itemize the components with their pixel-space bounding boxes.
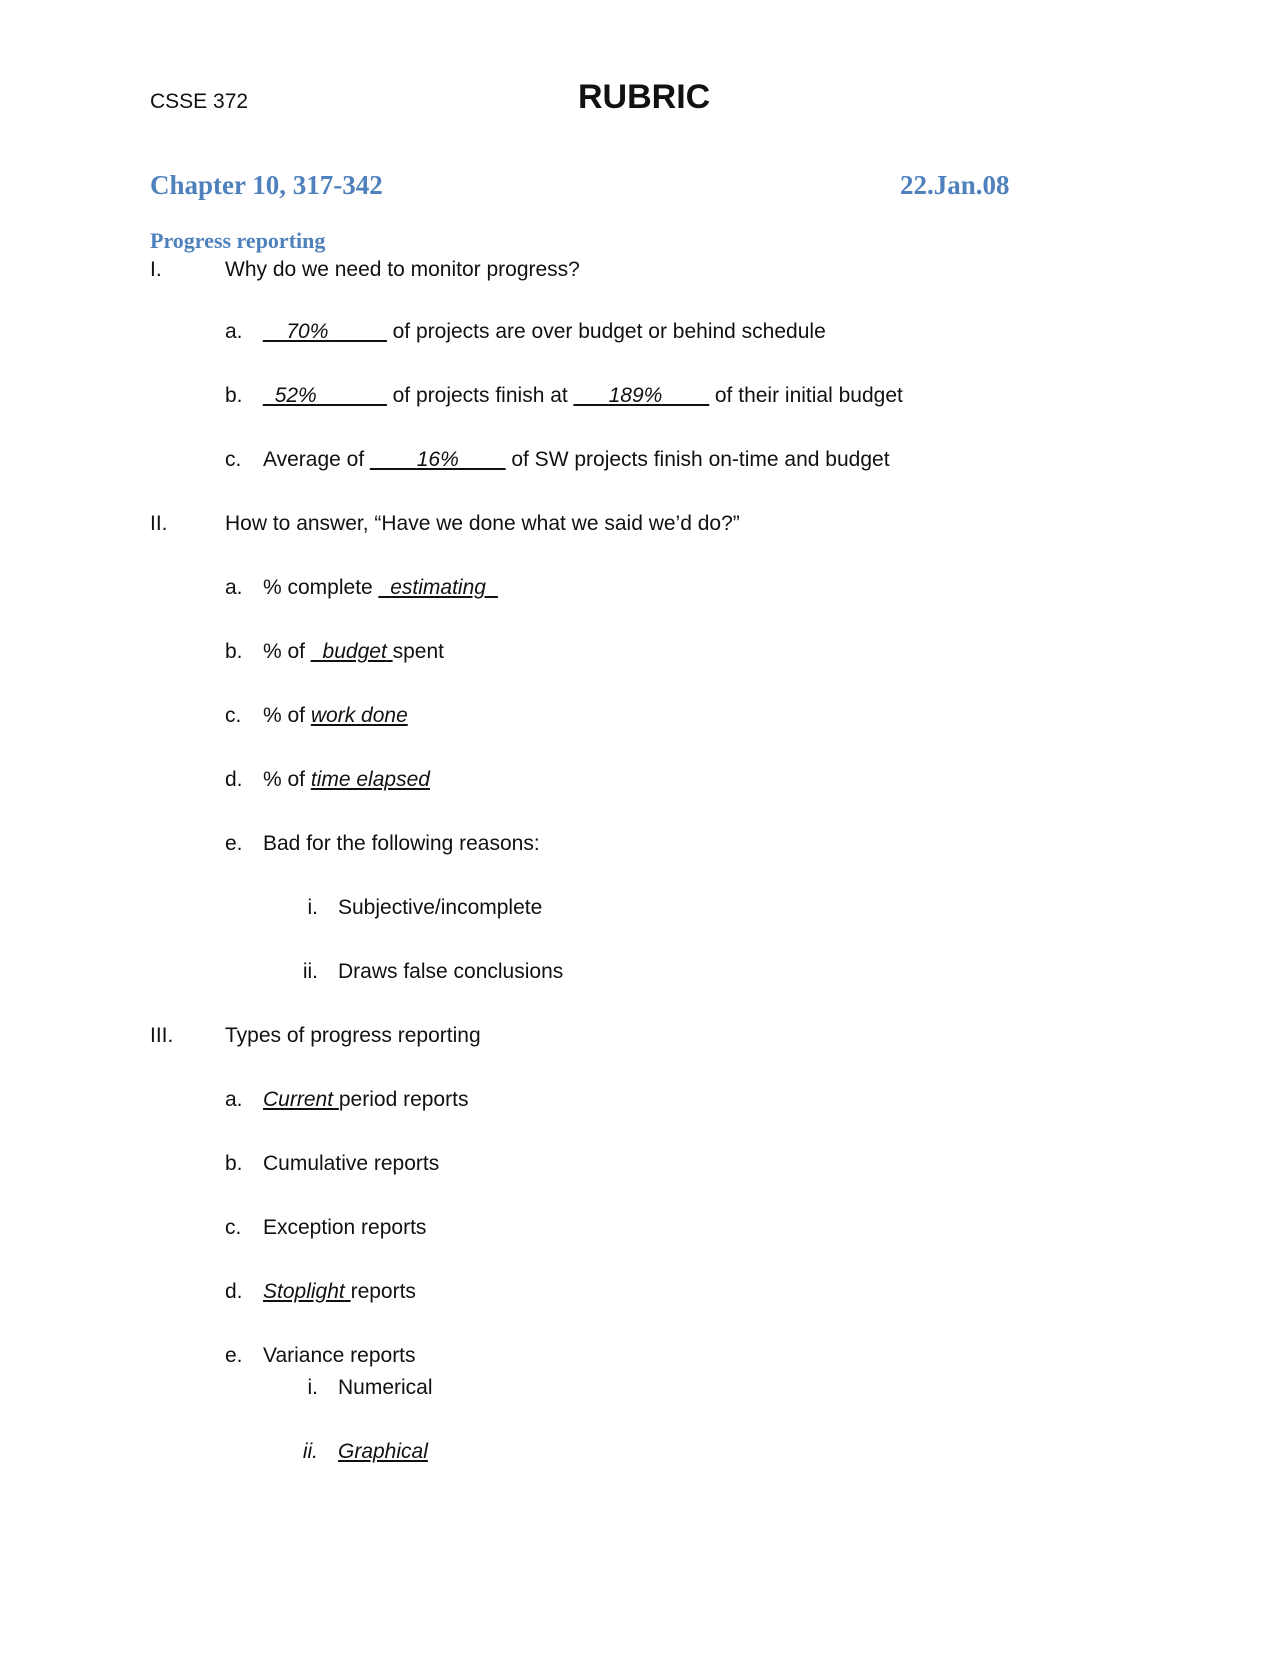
q2a-label: a. [225,576,243,599]
q2-number: II. [150,512,168,535]
q2c-blank: work done [310,704,408,727]
q2a-line [263,576,498,600]
q3e-i-text: Numerical [338,1376,433,1399]
q1b-pad1-pre: _ [263,384,275,407]
q3d-line [263,1280,416,1304]
q3d-label: d. [225,1280,243,1303]
section-heading: Progress reporting [150,228,326,253]
q1c-blank: 16% [416,448,459,471]
q3c-label: c. [225,1216,242,1239]
q3a-blank: Current [263,1088,334,1111]
q1b-mid: of projects finish at [386,384,574,407]
q1c-text: Average of [263,448,371,471]
q3c-text: Exception reports [263,1216,427,1239]
q2d-line [263,768,430,792]
q2e-ii-label: ii. [302,960,318,983]
chapter-heading: Chapter 10, 317-342 [150,170,383,200]
q1c-line [263,448,890,472]
q2d-label: d. [225,768,243,791]
q3d-blank: Stoplight [263,1280,345,1303]
q3e-ii-label: ii. [302,1440,318,1463]
q3b-text: Cumulative reports [263,1152,440,1175]
q3e-label: e. [225,1344,243,1367]
q3a-line [263,1088,468,1112]
q1a-label: a. [225,320,243,343]
date-heading: 22.Jan.08 [900,170,1010,200]
q2a-pad-post: _ [485,576,498,599]
q2b-blank: budget [322,640,387,663]
q1c-pad-post: ____ [458,448,506,471]
q3b-label: b. [225,1152,243,1175]
q1-number: I. [150,258,162,281]
q3a-label: a. [225,1088,243,1111]
q1b-blank1: 52% [274,384,317,407]
q1c-rest: of SW projects finish on-time and budget [505,448,890,471]
q1c-label: c. [225,448,242,471]
q2d-blank: time elapsed [310,768,430,791]
q1-text: Why do we need to monitor progress? [225,258,580,281]
q1a-line [263,320,826,344]
q1b-blank2: 189% [608,384,663,407]
q3a-rest: period reports [338,1088,469,1111]
q2c-line [263,704,408,728]
q1b-pad1: ______ [316,384,387,407]
course-code: CSSE 372 [150,90,249,113]
q2d-text: % of [263,768,311,791]
q2b-line [263,640,444,664]
q1b-pad2-pre: ___ [573,384,609,407]
q3d-rest: reports [350,1280,416,1303]
q2a-pad-pre: _ [378,576,391,599]
q2a-text: % complete [263,576,379,599]
q3e-text: Variance reports [263,1344,416,1367]
q3-text: Types of progress reporting [225,1024,481,1047]
q3e-i-label: i. [307,1376,318,1399]
q2a-blank: estimating [390,576,486,599]
q2b-pad-pre: _ [310,640,323,663]
q2c-label: c. [225,704,242,727]
q1a-rest: of projects are over budget or behind schedule [386,320,826,343]
q2-text: How to answer, “Have we done what we said we’d do?” [225,512,740,535]
q1b-label: b. [225,384,243,407]
q1a-blank: 70% [286,320,329,343]
q2b-text: % of [263,640,311,663]
q1b-pad2: ____ [662,384,710,407]
q2e-ii-text: Draws false conclusions [338,960,564,983]
q1a-pad-pre: __ [263,320,287,343]
q3e-ii-text: Graphical [338,1440,428,1463]
q1a-pad-post: _____ [328,320,387,343]
q2e-text: Bad for the following reasons: [263,832,540,855]
q2e-i-label: i. [307,896,318,919]
q3-number: III. [150,1024,174,1047]
q1c-pad-pre: ____ [370,448,417,471]
q2b-label: b. [225,640,243,663]
q2e-label: e. [225,832,243,855]
q2c-text: % of [263,704,311,727]
q2b-rest: spent [392,640,444,663]
page-title: RUBRIC [578,78,711,116]
q1b-rest: of their initial budget [709,384,903,407]
q1b-line [263,384,903,408]
q2e-i-text: Subjective/incomplete [338,896,543,919]
